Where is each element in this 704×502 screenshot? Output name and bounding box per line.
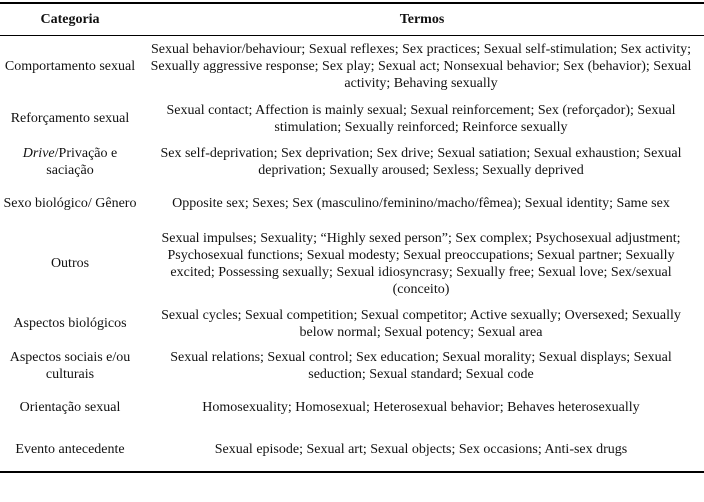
row-category: Comportamento sexual bbox=[4, 59, 136, 74]
row-category-rest: /Privação e saciação bbox=[46, 145, 118, 178]
row-terms: Sex self-deprivation; Sex deprivation; Sex drive; Sexual satiation; Sexual exhaustion; Sexual deprivation; Sexually aroused; Sexless; Sexually deprived bbox=[160, 145, 682, 178]
row-terms: Homosexuality; Homosexual; Heterosexual behavior; Behaves heterosexually bbox=[202, 400, 640, 415]
row-category bbox=[0, 145, 140, 179]
row-category: Orientação sexual bbox=[19, 400, 121, 415]
table-row bbox=[0, 36, 704, 97]
table-header bbox=[0, 4, 704, 35]
row-terms: Sexual relations; Sexual control; Sex education; Sexual morality; Sexual displays; Sexual seduction; Sexual standard; Sexual code bbox=[170, 349, 672, 382]
header-terms: Termos bbox=[399, 11, 445, 27]
row-category: Aspectos sociais e/ou culturais bbox=[9, 349, 131, 382]
row-terms: Sexual episode; Sexual art; Sexual objects; Sex occasions; Anti-sex drugs bbox=[214, 442, 628, 457]
table-row bbox=[0, 387, 704, 428]
row-category-italic: Drive bbox=[22, 145, 55, 161]
table-row bbox=[0, 224, 704, 303]
row-category: Outros bbox=[50, 256, 90, 271]
row-category: Sexo biológico/ Gênero bbox=[3, 196, 137, 211]
table-row bbox=[0, 97, 704, 140]
row-terms: Opposite sex; Sexes; Sex (masculino/feminino/macho/fêmea); Sexual identity; Same sex bbox=[172, 196, 670, 211]
table-row bbox=[0, 183, 704, 224]
row-category: Reforçamento sexual bbox=[10, 111, 130, 126]
table-bottom-rule bbox=[0, 471, 704, 473]
table-row bbox=[0, 303, 704, 344]
row-category: Evento antecedente bbox=[15, 442, 125, 457]
row-terms: Sexual behavior/behaviour; Sexual reflexes; Sex practices; Sexual self-stimulation; Sex activity; Sexually aggressive response; Sex play; Sexual act; Nonsexual behavior; Sex (behavior); Sexual activity; Behaving sexually bbox=[150, 42, 692, 91]
row-category: Aspectos biológicos bbox=[13, 316, 127, 331]
terms-table bbox=[0, 2, 704, 473]
row-terms: Sexual cycles; Sexual competition; Sexual competitor; Active sexually; Oversexed; Sexually below normal; Sexual potency; Sexual area bbox=[161, 307, 681, 340]
table-row bbox=[0, 344, 704, 387]
row-terms: Sexual contact; Affection is mainly sexual; Sexual reinforcement; Sex (reforçador); Sexual stimulation; Sexually reinforced; Reinforce sexually bbox=[166, 102, 676, 135]
table-row bbox=[0, 428, 704, 471]
row-terms: Sexual impulses; Sexuality; “Highly sexed person”; Sex complex; Psychosexual adjustment; Psychosexual functions; Sexual modesty; Sexual preoccupations; Sexual partner; Sexually excited; Possessing sexually; Sexual idiosyncrasy; Sexually free; Sexual love; Sex/sexual (conceito) bbox=[161, 230, 681, 297]
header-category: Categoria bbox=[40, 11, 100, 27]
table-row bbox=[0, 140, 704, 183]
